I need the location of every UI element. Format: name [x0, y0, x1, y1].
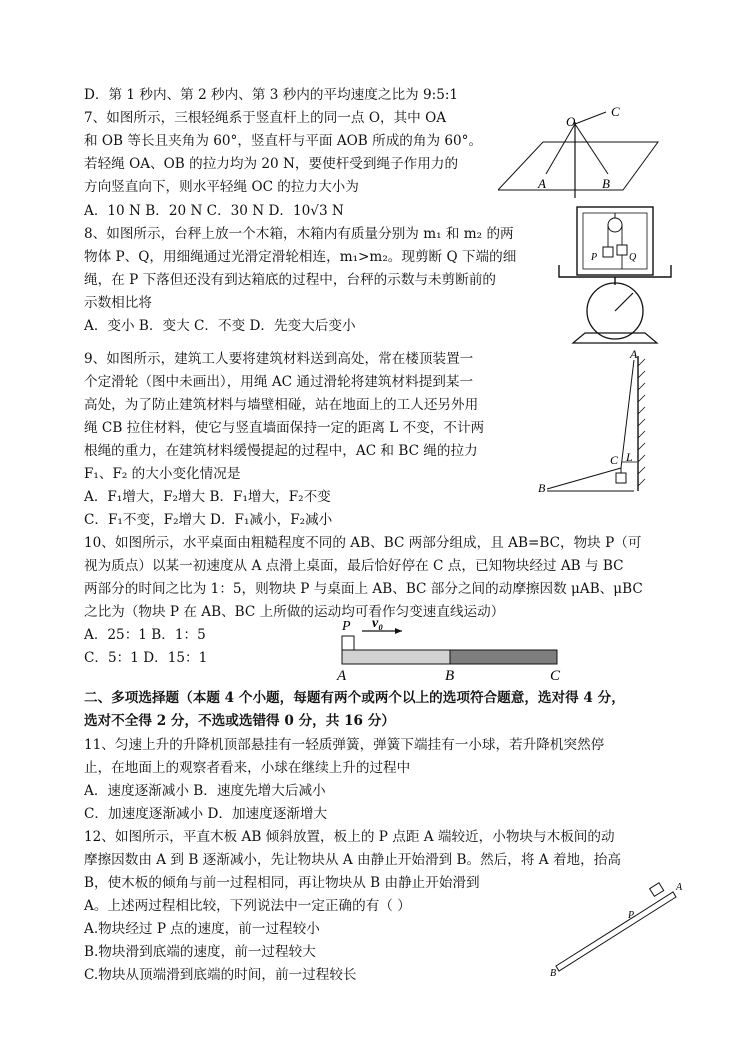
q11-stem-line: 11、匀速上升的升降机顶部悬挂有一轻质弹簧，弹簧下端挂有一小球，若升降机突然停 [84, 737, 605, 753]
q12-stem-line: B，使木板的倾角与前一过程相同，再让物块从 B 由静止开始滑到 [84, 875, 480, 891]
q11-options-ab: A．速度逐渐减小 B．速度先增大后减小 [84, 783, 326, 799]
q8-stem-line: 物体 P、Q，用细绳通过光滑定滑轮相连，m₁>m₂。现剪断 Q 下端的细 [84, 249, 517, 265]
q8-figure [555, 205, 675, 345]
section-multiple-choice-heading: 选对不全得 2 分，不选或选错得 0 分，共 16 分） [84, 713, 395, 729]
q7-stem-line: 和 OB 等长且夹角为 60°，竖直杆与平面 AOB 所成的角为 60°。 [84, 133, 483, 149]
q11-stem-line: 止，在地面上的观察者看来，小球在继续上升的过程中 [84, 760, 411, 776]
q9-label-a: A [630, 347, 638, 361]
q8-scale-needle [615, 293, 633, 311]
q8-options: A．变小 B．变大 C．不变 D．先变大后变小 [84, 318, 356, 334]
q7-label-a: A [538, 176, 546, 191]
q10-velocity-arrowhead [395, 628, 402, 634]
q10-label-c: C [550, 668, 561, 684]
q10-label-b: B [445, 668, 455, 684]
q6-option-d: D．第 1 秒内、第 2 秒内、第 3 秒内的平均速度之比为 9:5:1 [84, 87, 459, 103]
q10-surface-ab [342, 650, 450, 664]
q8-block-q [617, 245, 627, 255]
q8-pulley [608, 218, 622, 232]
q7-plane [498, 142, 658, 190]
q9-material [616, 473, 626, 483]
q9-label-b: B [538, 481, 546, 495]
q7-rope-oc [575, 112, 606, 124]
q12-stem-line: 摩擦因数由 A 到 B 逐渐减小，先让物块从 A 由静止开始滑到 B。然后，将 A 着地，抬高 [84, 852, 621, 868]
q7-label-b: B [602, 176, 610, 191]
q12-label-a: A [676, 882, 683, 893]
q8-stem-line: 绳，在 P 下落但还没有到达箱底的过程中，台秤的示数与未剪断前的 [84, 272, 497, 288]
q9-label-c: C [610, 453, 619, 467]
q12-option-c: C.物块从顶端滑到底端的时间，前一过程较长 [84, 967, 357, 983]
q11-options-cd: C．加速度逐渐减小 D．加速度逐渐增大 [84, 806, 328, 822]
q8-block-p [603, 247, 613, 257]
q9-stem-line: 高处，为了防止建筑材料与墙壁相碰，站在地面上的工人还另外用 [84, 397, 479, 413]
q9-label-l: L [626, 450, 633, 464]
q7-label-c: C [611, 104, 620, 119]
q9-options-cd: C．F₁不变，F₂增大 D．F₁减小，F₂减小 [84, 512, 333, 528]
q12-block [650, 883, 664, 896]
q7-rope-ob [575, 124, 608, 174]
q9-stem-line: 9、如图所示，建筑工人要将建筑材料送到高处，常在楼顶装置一 [84, 351, 474, 367]
q7-label-o: O [566, 114, 576, 129]
q9-stem-line: 绳 CB 拉住材料，使它与竖直墙面保持一定的距离 L 不变，不计两 [84, 420, 485, 436]
q10-figure [332, 612, 567, 684]
q10-stem-line: 两部分的时间之比为 1：5，则物块 P 与桌面上 AB、BC 部分之间的动摩擦因数 μAB、μBC [84, 581, 643, 597]
q10-label-v0: v₀ [372, 616, 384, 631]
q12-figure [548, 880, 688, 980]
q12-option-a: A.物块经过 P 点的速度，前一过程较小 [84, 921, 320, 937]
q9-stem-line: 根绳的重力，在建筑材料缓慢提起的过程中，AC 和 BC 绳的拉力 [84, 443, 478, 459]
q7-stem-line: 若轻绳 OA、OB 的拉力均为 20 N，要使杆受到绳子作用力的 [84, 156, 459, 172]
q10-label-p: P [342, 619, 351, 634]
q12-label-p: P [628, 910, 635, 921]
q9-stem-line: 个定滑轮（图中未画出），用绳 AC 通过滑轮将建筑材料提到某一 [84, 374, 474, 390]
q7-stem-line: 方向竖直向下，则水平轻绳 OC 的拉力大小为 [84, 179, 359, 195]
section-multiple-choice-heading: 二、多项选择题（本题 4 个小题，每题有两个或两个以上的选项符合题意，选对得 4 分， [84, 690, 625, 706]
q9-figure [530, 346, 655, 496]
q7-figure [498, 102, 673, 198]
q8-label-q: Q [629, 252, 637, 263]
q7-stem-line: 7、如图所示，三根轻绳系于竖直杆上的同一点 O，其中 OA [84, 110, 447, 126]
q10-stem-line: 之比为（物块 P 在 AB、BC 上所做的运动均可看作匀变速直线运动） [84, 604, 505, 620]
q12-stem-line: A。上述两过程相比较，下列说法中一定正确的有（ ） [84, 898, 411, 914]
q8-stem-line: 示数相比将 [84, 295, 152, 311]
q10-surface-bc [450, 650, 557, 664]
q12-stem-line: 12、如图所示，平直木板 AB 倾斜放置，板上的 P 点距 A 端较近，小物块与木板间的动 [84, 829, 615, 845]
q7-options: A．10 N B．20 N C．30 N D．10√3 N [84, 203, 344, 219]
q10-options-ab: A．25：1 B．1：5 [84, 627, 206, 643]
q10-options-cd: C．5：1 D．15：1 [84, 650, 208, 666]
q8-scale-base [573, 333, 657, 343]
q9-stem-line: F₁、F₂ 的大小变化情况是 [84, 466, 241, 482]
q10-stem-line: 10、如图所示，水平桌面由粗糙程度不同的 AB、BC 两部分组成，且 AB=BC，物块 P（可 [84, 535, 642, 551]
q9-rope-cb [547, 468, 621, 489]
q7-rope-oa [546, 124, 575, 174]
q8-stem-line: 8、如图所示，台秤上放一个木箱，木箱内有质量分别为 m₁ 和 m₂ 的两 [84, 226, 514, 242]
q8-label-p: P [591, 252, 598, 263]
q10-block-p [342, 636, 354, 650]
q12-option-b: B.物块滑到底端的速度，前一过程较大 [84, 944, 316, 960]
q12-label-b: B [550, 968, 557, 979]
q9-wall-hatching [638, 359, 645, 486]
q9-options-ab: A．F₁增大，F₂增大 B．F₁增大，F₂不变 [84, 489, 331, 505]
q10-stem-line: 视为质点）以某一初速度从 A 点滑上桌面，最后恰好停在 C 点，已知物块经过 AB 与 BC [84, 558, 624, 574]
q12-board [556, 892, 676, 971]
q10-label-a: A [337, 668, 347, 684]
